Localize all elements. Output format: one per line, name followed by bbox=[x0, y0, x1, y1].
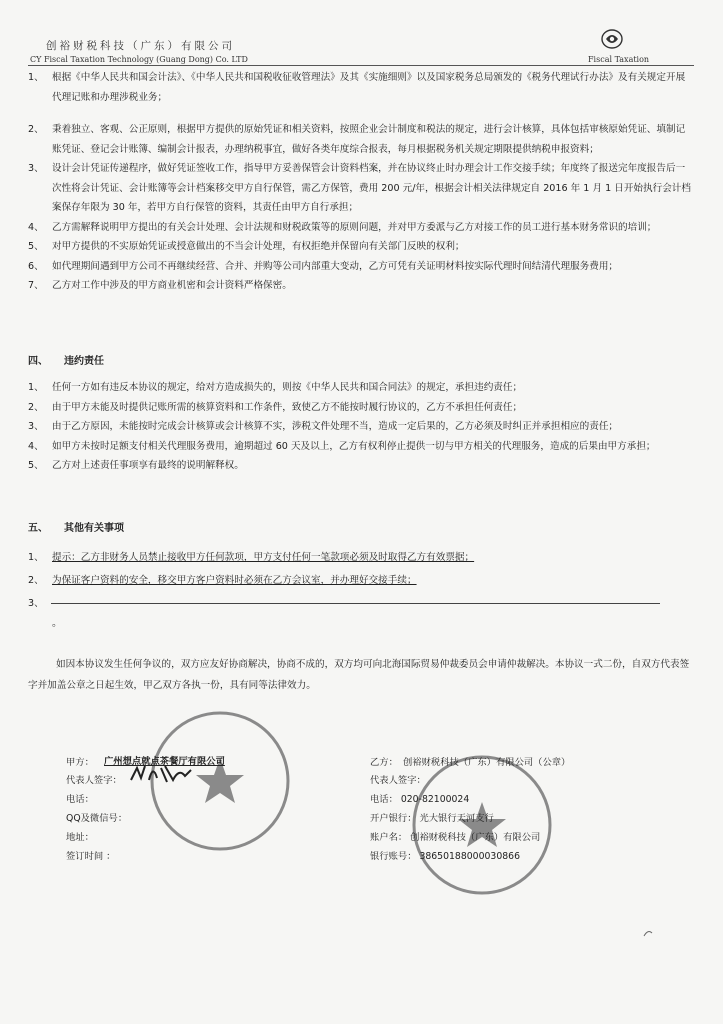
closing-paragraph: 如因本协议发生任何争议的，双方应友好协商解决，协商不成的，双方均可向北海国际贸易仲裁委员会申请仲裁解决。本协议一式二份，自双方代表签字并加盖公章之日起生效，甲乙双方各执一份，具有同等法律效力。 bbox=[28, 659, 690, 691]
item-text: 对甲方提供的不实原始凭证或授意做出的不当会计处理，有权拒绝并保留向有关部门反映的权利； bbox=[52, 241, 465, 252]
party-a-qq-label: QQ及微信号： bbox=[66, 813, 128, 824]
list-item bbox=[28, 417, 694, 437]
item-number: 4、 bbox=[28, 221, 44, 233]
section-heading: 其他有关事项 bbox=[64, 523, 124, 534]
item-number: 5、 bbox=[28, 460, 44, 471]
party-a-address-label: 地址： bbox=[66, 832, 94, 843]
list-item bbox=[28, 276, 694, 296]
blank-fill-line bbox=[51, 603, 660, 604]
section-five-title bbox=[28, 519, 124, 534]
list-item bbox=[28, 398, 694, 418]
item-text: 乙方需解释说明甲方提出的有关会计处理、会计法规和财税政策等的原则问题，并对甲方委派与乙方对接工作的员工进行基本财务常识的培训； bbox=[52, 221, 657, 233]
item-number: 3、 bbox=[28, 163, 44, 174]
section-number: 五、 bbox=[28, 523, 48, 534]
header-company-cn: 创裕财税科技（广东）有限公司 bbox=[46, 40, 235, 52]
item-text: 设计会计凭证传递程序，做好凭证签收工作，指导甲方妥善保管会计资料档案，并在协议终止时办理会计工作交接手续；年度终了报送完年度报告后一次性将会计凭证、会计账簿等会计档案移交甲方自行保管，需乙方保管，费用 200 元/年，根据会计相关法律规定自 2016 年 1 月 1 日开始执行会计档案保存年限为 30 年，若甲方自行保管的资料，其责任由甲方自行承担； bbox=[52, 163, 691, 213]
scan-mark-icon bbox=[642, 928, 654, 938]
item-number: 3、 bbox=[28, 598, 44, 609]
item-number: 6、 bbox=[28, 260, 44, 272]
list-item bbox=[28, 68, 694, 107]
item-number: 2、 bbox=[28, 401, 44, 413]
list-item bbox=[28, 378, 694, 398]
trailing-mark: 。 bbox=[52, 618, 62, 629]
item-text: 乙方对上述责任事项享有最终的说明解释权。 bbox=[52, 460, 244, 471]
party-b-company-seal bbox=[409, 752, 555, 898]
item-text: 秉着独立、客观、公正原则，根据甲方提供的原始凭证和相关资料，按照企业会计制度和税法的规定，进行会计核算，具体包括审核原始凭证、填制记账凭证、登记会计账簿、编制会计报表，办理纳税事宜，做好各类年度综合报表，每月根据税务机关规定期限提供纳税申报资料； bbox=[52, 124, 686, 155]
header-logo-text: Fiscal Taxation bbox=[588, 55, 650, 64]
item-text: 提示：乙方非财务人员禁止接收甲方任何款项，甲方支付任何一笔款项必须及时取得乙方有效票据； bbox=[52, 552, 475, 563]
item-number: 3、 bbox=[28, 421, 44, 432]
header-company-en: CY Fiscal Taxation Technology (Guang Dong) Co. LTD bbox=[30, 55, 248, 64]
list-item bbox=[28, 456, 694, 476]
party-b-name: 创裕财税科技（广东）有限公司（公章） bbox=[403, 757, 571, 768]
party-a-label: 甲方： bbox=[66, 757, 94, 768]
list-item bbox=[28, 569, 694, 592]
item-number: 1、 bbox=[28, 72, 44, 83]
item-text: 为保证客户资料的安全，移交甲方客户资料时必须在乙方会议室，并办理好交接手续； bbox=[52, 575, 417, 586]
item-text: 如甲方未按时足额支付相关代理服务费用，逾期超过 60 天及以上，乙方有权利停止提供一切与甲方相关的代理服务，造成的后果由甲方承担； bbox=[52, 440, 656, 452]
party-a-date-label: 签订时间 ： bbox=[66, 851, 116, 862]
item-text: 由于甲方未能及时提供记账所需的核算资料和工作条件，致使乙方不能按时履行协议的，乙方不承担任何责任； bbox=[52, 401, 523, 413]
item-number: 1、 bbox=[28, 552, 44, 563]
item-text: 由于乙方原因，未能按时完成会计核算或会计核算不实，涉税文件处理不当，造成一定后果的，乙方必须及时纠正并承担相应的责任； bbox=[52, 421, 619, 432]
party-b-account-number: 银行账号： 38650188000030866 bbox=[370, 851, 520, 862]
list-item bbox=[28, 218, 694, 238]
party-b-phone: 电话： 020-82100024 bbox=[370, 794, 470, 805]
list-item bbox=[28, 546, 694, 569]
party-a-phone-label: 电话： bbox=[66, 794, 94, 805]
item-number: 7、 bbox=[28, 280, 44, 291]
liability-items-list bbox=[28, 378, 694, 476]
other-items-list bbox=[28, 546, 694, 609]
party-b-account-name: 账户名： 创裕财税科技（广东）有限公司 bbox=[370, 832, 541, 843]
party-a-name: 广州想点就点茶餐厅有限公司 bbox=[104, 756, 225, 767]
list-item bbox=[28, 120, 694, 159]
list-item bbox=[28, 159, 694, 218]
item-text: 如代理期间遇到甲方公司不再继续经营、合并、并购等公司内部重大变动，乙方可凭有关证明材料按实际代理时间结清代理服务费用； bbox=[52, 260, 619, 272]
party-b-bank: 开户银行： 光大银行天河支行 bbox=[370, 813, 494, 824]
item-number: 2、 bbox=[28, 124, 44, 135]
item-text: 任何一方如有违反本协议的规定，给对方造成损失的，则按《中华人民共和国合同法》的规定，承担违约责任； bbox=[52, 382, 523, 393]
header-divider bbox=[28, 65, 694, 66]
party-b-label: 乙方： bbox=[370, 757, 398, 768]
item-number: 2、 bbox=[28, 575, 44, 586]
item-number: 5、 bbox=[28, 241, 44, 252]
list-item bbox=[28, 237, 694, 257]
service-items-list bbox=[28, 120, 694, 296]
party-a-handwritten-signature bbox=[127, 760, 197, 786]
item-number: 1、 bbox=[28, 382, 44, 393]
party-a-rep-label: 代表人签字： bbox=[66, 775, 122, 786]
section-four-title bbox=[28, 352, 104, 367]
item-text: 乙方对工作中涉及的甲方商业机密和会计资料严格保密。 bbox=[52, 280, 292, 291]
top-items-list bbox=[28, 68, 694, 107]
list-item bbox=[28, 437, 694, 457]
item-text: 根据《中华人民共和国会计法》、《中华人民共和国税收征收管理法》及其《实施细则》以及国家税务总局颁发的《税务代理试行办法》及有关规定开展代理记账和办理涉税业务； bbox=[52, 72, 686, 103]
section-number: 四、 bbox=[28, 356, 48, 367]
party-b-rep-label: 代表人签字： bbox=[370, 775, 426, 786]
item-number: 4、 bbox=[28, 440, 44, 452]
list-item bbox=[28, 257, 694, 277]
section-heading: 违约责任 bbox=[64, 356, 104, 367]
fiscal-taxation-logo-icon bbox=[601, 28, 623, 50]
